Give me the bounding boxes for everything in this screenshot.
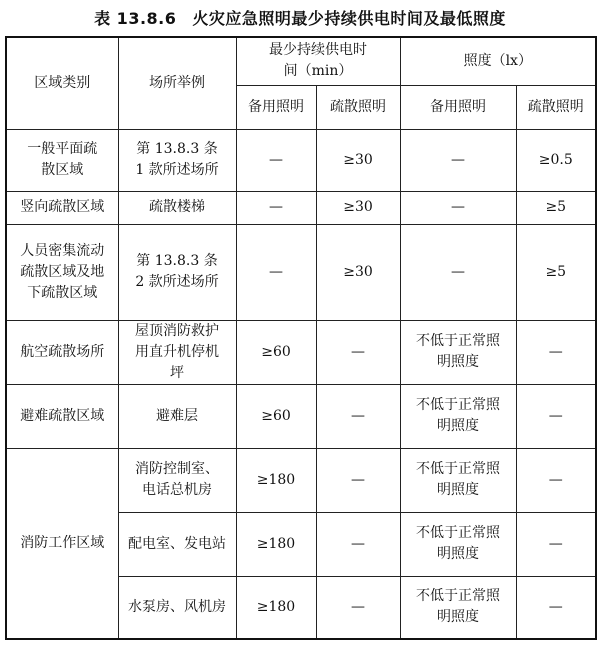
table-row bbox=[6, 224, 596, 320]
header-row-1 bbox=[6, 37, 596, 85]
header-standby-duration: 备用照明 bbox=[236, 85, 316, 129]
standby-lux-cell: 不低于正常照明照度 bbox=[400, 576, 516, 639]
area-cell: 航空疏散场所 bbox=[6, 320, 118, 384]
evac-duration-cell: — bbox=[316, 384, 400, 448]
area-cell: 一般平面疏散区域 bbox=[6, 129, 118, 191]
area-cell: 人员密集流动疏散区域及地下疏散区域 bbox=[6, 224, 118, 320]
table-title: 火灾应急照明最少持续供电时间及最低照度 bbox=[192, 9, 506, 28]
standby-lux-cell: — bbox=[400, 129, 516, 191]
header-illuminance: 照度（lx） bbox=[400, 37, 596, 85]
evac-duration-cell: ≥30 bbox=[316, 191, 400, 224]
area-cell: 消防工作区域 bbox=[6, 448, 118, 639]
evac-duration-cell: ≥30 bbox=[316, 129, 400, 191]
header-area-type: 区域类别 bbox=[6, 37, 118, 129]
standby-lux-cell: 不低于正常照明照度 bbox=[400, 320, 516, 384]
place-cell: 水泵房、风机房 bbox=[118, 576, 236, 639]
evac-lux-cell: — bbox=[516, 576, 596, 639]
evac-lux-cell: ≥0.5 bbox=[516, 129, 596, 191]
standby-duration-cell: ≥180 bbox=[236, 512, 316, 576]
table-number: 表 13.8.6 bbox=[94, 9, 177, 28]
evac-lux-cell: — bbox=[516, 320, 596, 384]
evac-duration-cell: — bbox=[316, 448, 400, 512]
standby-duration-cell: ≥180 bbox=[236, 448, 316, 512]
place-cell: 配电室、发电站 bbox=[118, 512, 236, 576]
table-row bbox=[6, 384, 596, 448]
standby-duration-cell: — bbox=[236, 191, 316, 224]
evac-lux-cell: ≥5 bbox=[516, 224, 596, 320]
standby-duration-cell: — bbox=[236, 224, 316, 320]
evac-lux-cell: — bbox=[516, 448, 596, 512]
evac-duration-cell: — bbox=[316, 576, 400, 639]
header-evac-lux: 疏散照明 bbox=[516, 85, 596, 129]
standby-lux-cell: — bbox=[400, 224, 516, 320]
standby-duration-cell: ≥60 bbox=[236, 320, 316, 384]
standby-lux-cell: — bbox=[400, 191, 516, 224]
table-row bbox=[6, 129, 596, 191]
standby-duration-cell: ≥180 bbox=[236, 576, 316, 639]
standby-duration-cell: ≥60 bbox=[236, 384, 316, 448]
evac-lux-cell: — bbox=[516, 512, 596, 576]
place-cell: 第 13.8.3 条 1 款所述场所 bbox=[118, 129, 236, 191]
table-row bbox=[6, 191, 596, 224]
evac-duration-cell: ≥30 bbox=[316, 224, 400, 320]
illumination-table bbox=[5, 36, 597, 640]
standby-duration-cell: — bbox=[236, 129, 316, 191]
area-cell: 避难疏散区域 bbox=[6, 384, 118, 448]
header-evac-duration: 疏散照明 bbox=[316, 85, 400, 129]
evac-lux-cell: — bbox=[516, 384, 596, 448]
table-row bbox=[6, 320, 596, 384]
area-cell: 竖向疏散区域 bbox=[6, 191, 118, 224]
table-row bbox=[6, 448, 596, 512]
standby-lux-cell: 不低于正常照明照度 bbox=[400, 384, 516, 448]
place-cell: 避难层 bbox=[118, 384, 236, 448]
place-cell: 疏散楼梯 bbox=[118, 191, 236, 224]
header-standby-lux: 备用照明 bbox=[400, 85, 516, 129]
table-caption bbox=[0, 6, 600, 29]
place-cell: 屋顶消防救护用直升机停机坪 bbox=[118, 320, 236, 384]
header-min-duration: 最少持续供电时间（min） bbox=[236, 37, 400, 85]
header-place-example: 场所举例 bbox=[118, 37, 236, 129]
standby-lux-cell: 不低于正常照明照度 bbox=[400, 512, 516, 576]
evac-lux-cell: ≥5 bbox=[516, 191, 596, 224]
evac-duration-cell: — bbox=[316, 512, 400, 576]
place-cell: 第 13.8.3 条 2 款所述场所 bbox=[118, 224, 236, 320]
place-cell: 消防控制室、电话总机房 bbox=[118, 448, 236, 512]
evac-duration-cell: — bbox=[316, 320, 400, 384]
standby-lux-cell: 不低于正常照明照度 bbox=[400, 448, 516, 512]
